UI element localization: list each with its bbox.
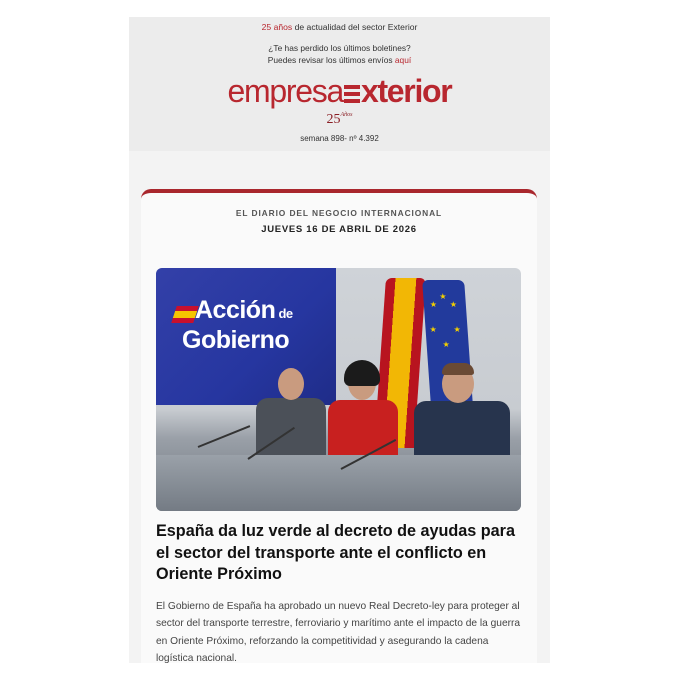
- review-line: [129, 54, 550, 66]
- logo-exterior: xterior: [360, 73, 452, 109]
- screen-line-2: Gobierno: [182, 326, 290, 354]
- review-text: Puedes revisar los últimos envíos: [267, 55, 395, 65]
- issue-number: semana 898- nº 4.392: [300, 134, 379, 143]
- anniversary-text: de actualidad del sector Exterior: [292, 22, 418, 32]
- missed-newsletters: [129, 42, 550, 66]
- newsletter-email: [129, 17, 550, 663]
- anniversary-highlight: 25 años: [261, 22, 293, 32]
- issue-date: JUEVES 16 DE ABRIL DE 2026: [261, 224, 417, 235]
- anniversary-badge: [129, 110, 550, 128]
- review-link[interactable]: aquí: [394, 55, 412, 65]
- news-headline[interactable]: España da luz verde al decreto de ayudas para el sector del transporte ante el conflicto en Oriente Próximo: [156, 522, 515, 583]
- eu-flag-icon: ★ ★ ★ ★ ★ ★: [422, 280, 476, 448]
- press-screen: [156, 268, 336, 405]
- microphone-icon: [198, 425, 251, 448]
- news-photo[interactable]: [156, 268, 521, 511]
- section-kicker: EL DIARIO DEL NEGOCIO INTERNACIONAL: [235, 208, 443, 218]
- press-table: [156, 455, 521, 511]
- badge-number: 25: [326, 112, 341, 127]
- logo-e-mark-icon: [344, 83, 360, 105]
- logo-empresa: empresa: [227, 73, 343, 109]
- screen-line-1: [195, 296, 293, 325]
- badge-suffix: Años: [340, 112, 353, 118]
- newsletter-header: [129, 17, 550, 151]
- screen-word-accion: Acción: [195, 296, 276, 324]
- anniversary-line: [129, 22, 550, 32]
- news-summary: El Gobierno de España ha aprobado un nuevo Real Decreto-ley para proteger al sector del transporte terrestre, ferroviario y marítimo ante el impacto de la guerra en Oriente Próximo, reforzando la competitividad y asegurando la cadena logística nacional.: [156, 601, 521, 663]
- news-card: [141, 189, 537, 663]
- missed-question: ¿Te has perdido los últimos boletines?: [268, 43, 411, 53]
- empresa-exterior-logo[interactable]: [129, 73, 550, 109]
- screen-word-de: de: [275, 306, 293, 321]
